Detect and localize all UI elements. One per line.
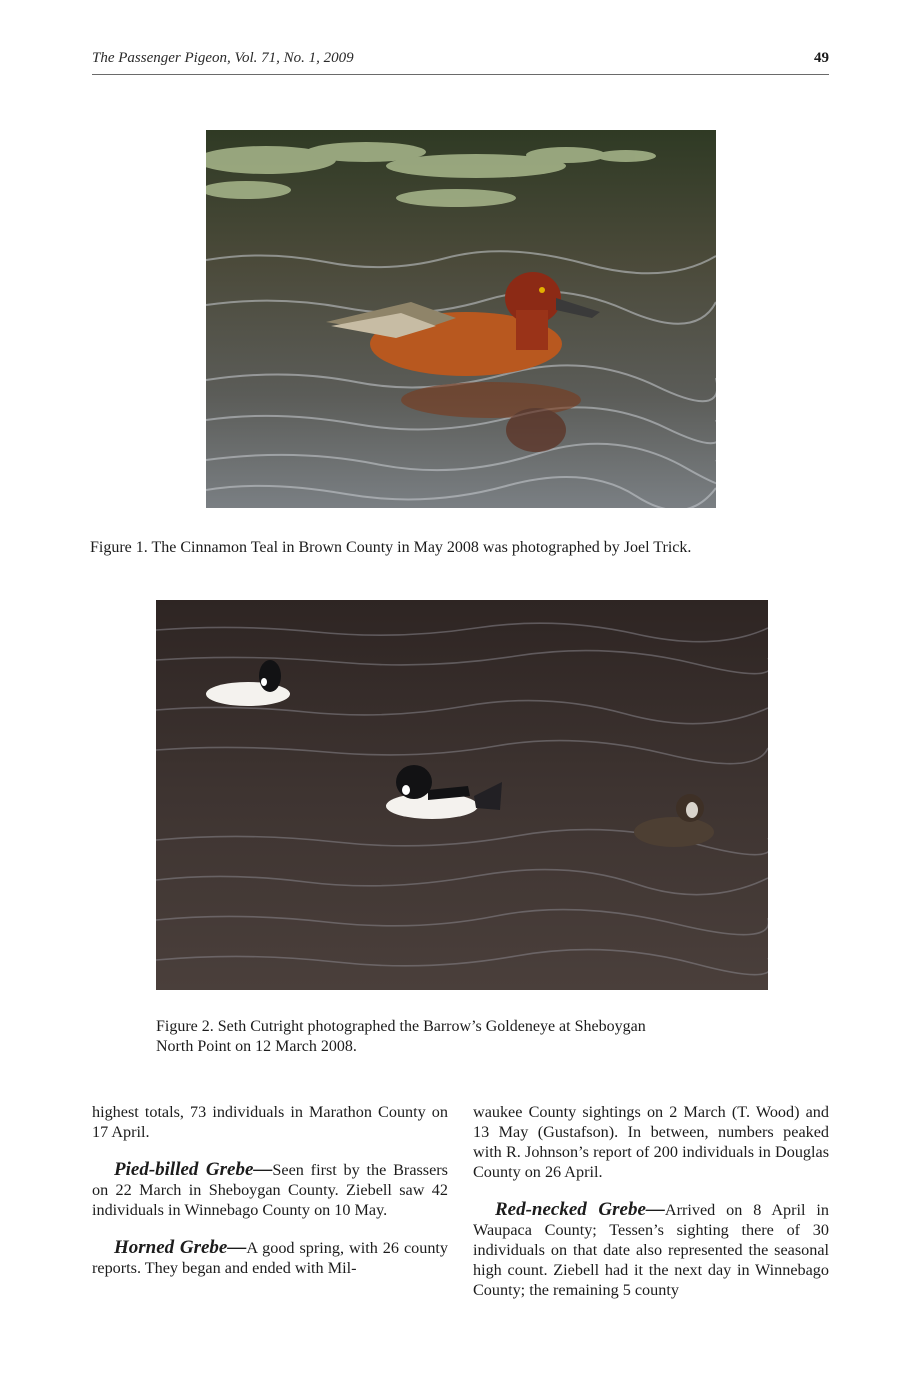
species-name: Pied-billed Grebe [114,1159,254,1180]
barrows-goldeneye-photo [156,600,768,990]
right-column [473,1102,829,1300]
species-dash: — [645,1199,665,1220]
paragraph-continuation [92,1102,448,1142]
page-number: 49 [814,50,829,66]
species-account-red-necked-grebe [473,1200,829,1300]
running-head [92,50,829,75]
paragraph-continuation [473,1102,829,1182]
species-account-pied-billed-grebe [92,1160,448,1220]
paragraph-text: Arrived on 8 April in Waupaca County; Tessen’s sighting there of 30 individuals on that date also represented the seasonal high count. Ziebell had it the next day in Winnebago County; the remaining 5 county [473,1201,829,1299]
species-name: Horned Grebe [114,1237,228,1258]
paragraph-text: highest totals, 73 individuals in Marathon County on 17 April. [92,1103,448,1141]
species-account-horned-grebe [92,1238,448,1278]
species-dash: — [227,1237,247,1258]
paragraph-text: waukee County sightings on 2 March (T. Wood) and 13 May (Gustafson). In between, numbers peaked with R. Johnson’s report of 200 individuals in Douglas County on 26 April. [473,1103,829,1181]
cinnamon-teal-photo [206,130,716,508]
figure-1-photo [206,130,716,508]
paragraph-text: Seen first by the Brassers on 22 March in Sheboygan County. Ziebell saw 42 individuals in Winnebago County on 10 May. [92,1161,448,1219]
paragraph-text: A good spring, with 26 county reports. They began and ended with Mil- [92,1239,449,1277]
left-column [92,1102,448,1278]
figure-2-caption-line-2: North Point on 12 March 2008. [156,1038,357,1055]
figure-2-photo [156,600,768,990]
figure-2-caption-line-1: Figure 2. Seth Cutright photographed the Barrow’s Goldeneye at Sheboygan [156,1018,646,1035]
figure-1-caption: Figure 1. The Cinnamon Teal in Brown County in May 2008 was photographed by Joel Trick. [90,539,692,556]
journal-citation: The Passenger Pigeon, Vol. 71, No. 1, 2009 [92,50,354,66]
species-name: Red-necked Grebe [495,1199,646,1220]
species-dash: — [253,1159,273,1180]
figure-2-caption [156,1017,756,1057]
